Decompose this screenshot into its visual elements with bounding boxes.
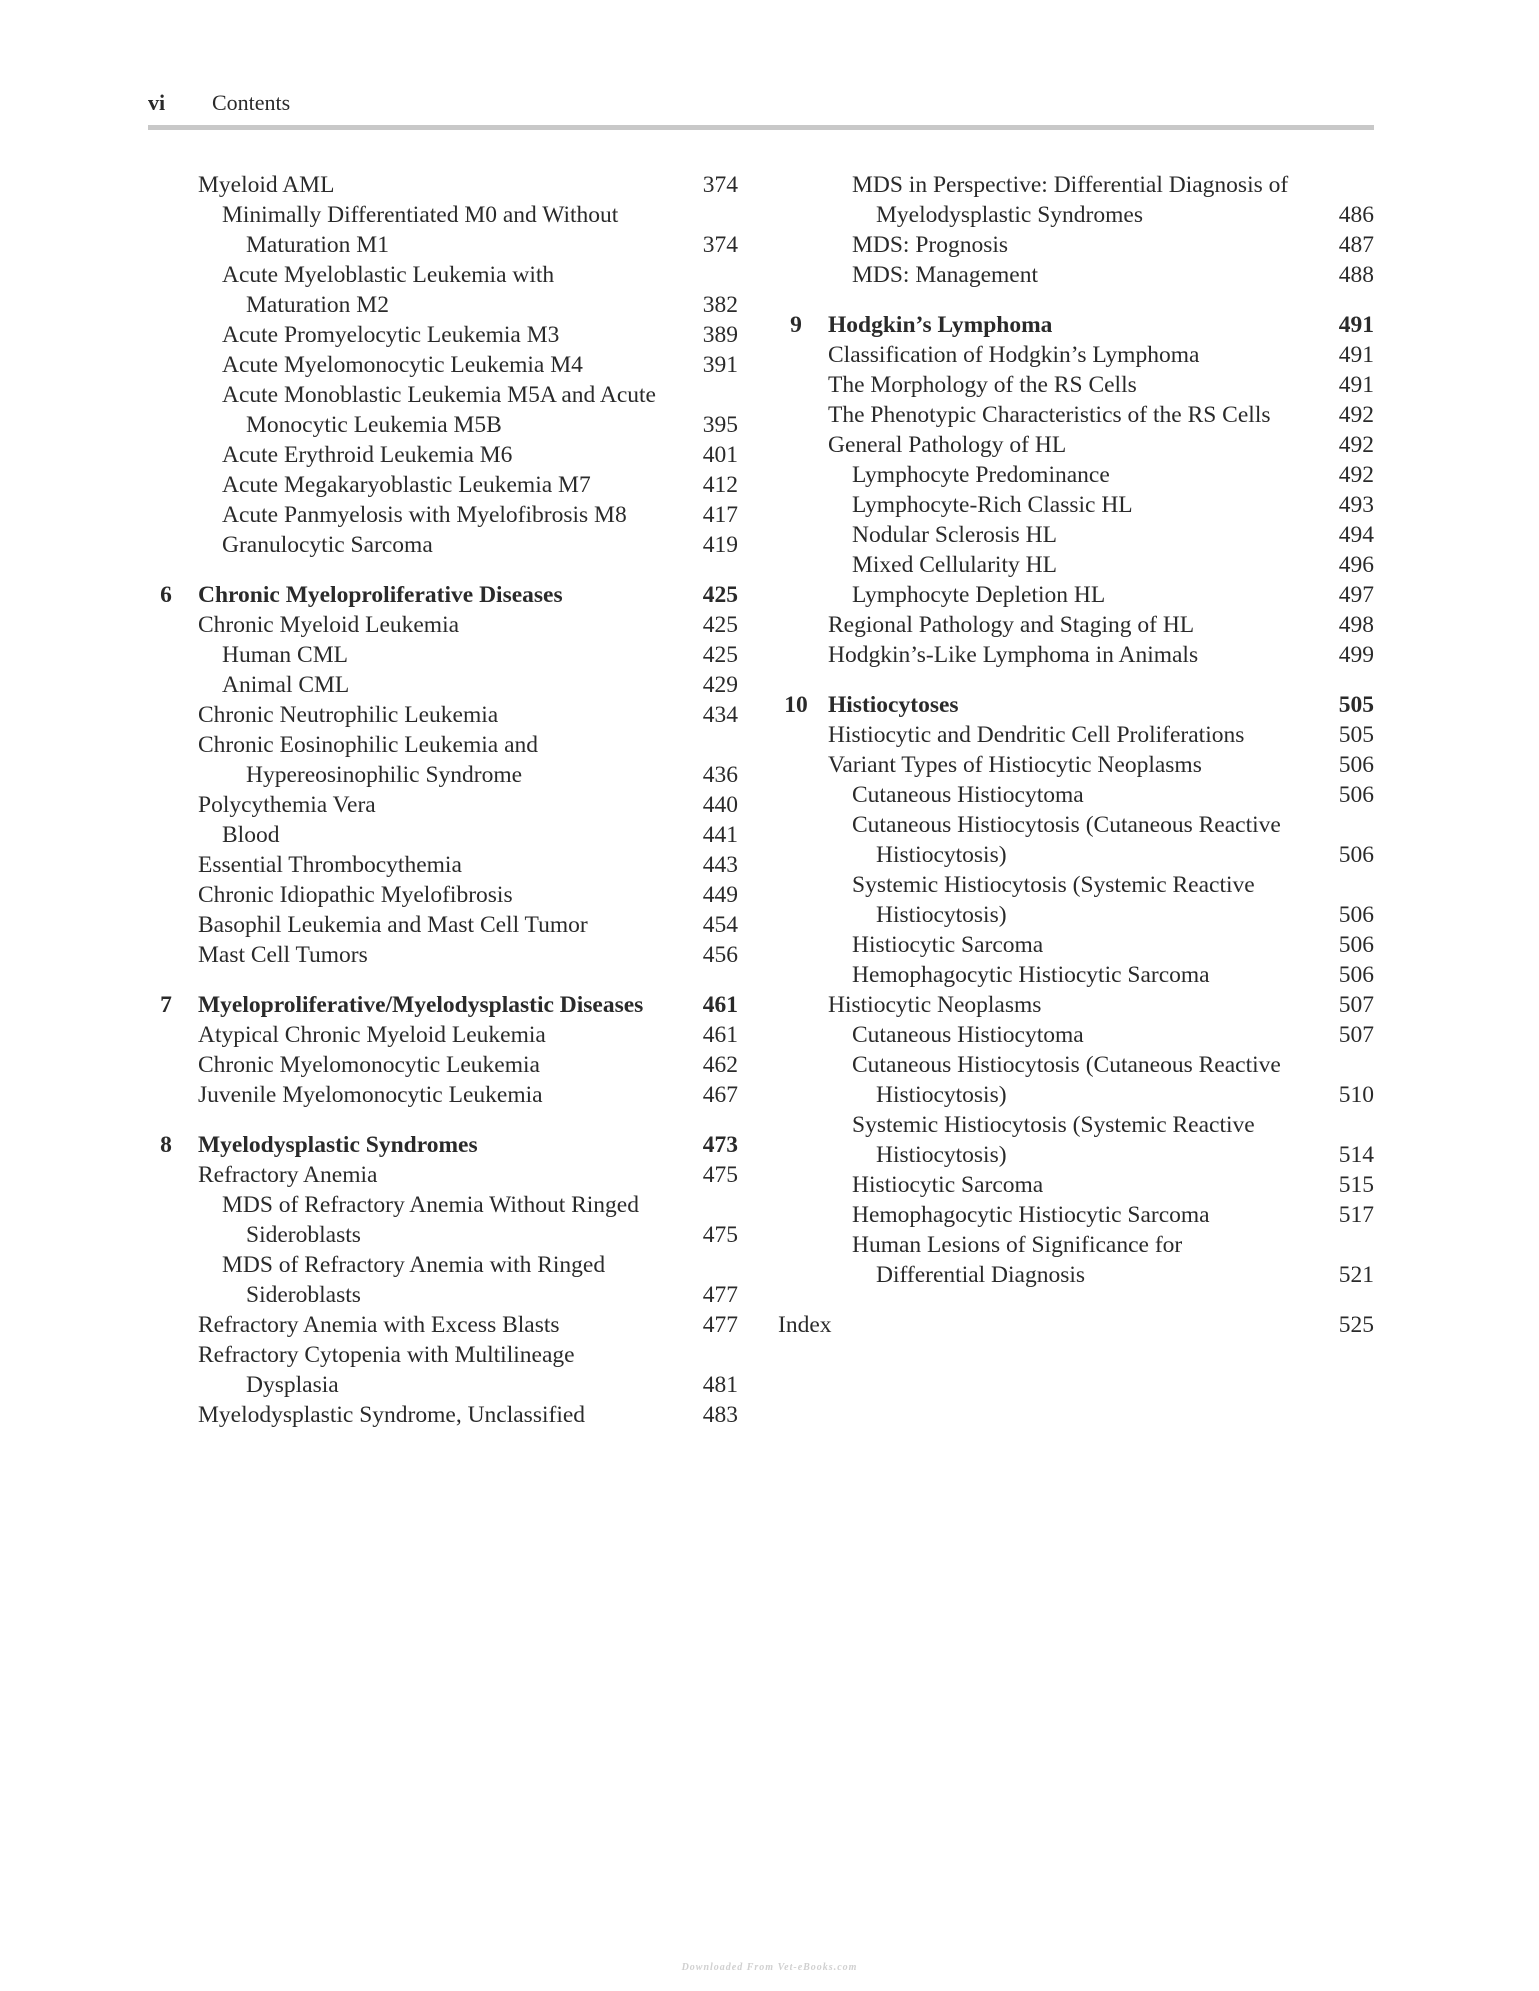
- entry-title: Human Lesions of Significance for Differential Diagnosis: [852, 1232, 1183, 1288]
- entry-title: Histiocytic Sarcoma: [852, 932, 1044, 958]
- toc-section-entry: [148, 850, 738, 880]
- page-number: 436: [702, 762, 738, 788]
- entry-title: Acute Myeloblastic Leukemia with Maturation M2: [222, 262, 555, 318]
- page-number: 492: [1338, 402, 1374, 428]
- toc-section-entry: [778, 370, 1374, 400]
- page-number: 461: [702, 1022, 738, 1048]
- entry-title: Myeloid AML: [198, 172, 335, 198]
- entry-title: Chronic Neutrophilic Leukemia: [198, 702, 499, 728]
- entry-title: Cutaneous Histiocytosis (Cutaneous Reactive Histiocytosis): [852, 812, 1281, 868]
- toc-chapter-entry: [778, 310, 1374, 340]
- toc-section-entry: [778, 990, 1374, 1020]
- page-number: 473: [702, 1132, 738, 1158]
- toc-chapter-entry: [778, 690, 1374, 720]
- page-number: 514: [1338, 1142, 1374, 1168]
- toc-subsection-entry: [148, 200, 738, 260]
- toc-chapter-entry: [148, 1130, 738, 1160]
- page-number: 506: [1338, 932, 1374, 958]
- toc-section-entry: [148, 730, 738, 790]
- toc-subsection-entry: [778, 1170, 1374, 1200]
- page-number: 462: [702, 1052, 738, 1078]
- toc-section-entry: [148, 170, 738, 200]
- toc-subsection-entry: [778, 780, 1374, 810]
- toc-subsection-entry: [778, 1200, 1374, 1230]
- entry-title: MDS: Prognosis: [852, 232, 1009, 258]
- entry-title: Chronic Myelomonocytic Leukemia: [198, 1052, 540, 1078]
- toc-subsection-entry: [778, 1110, 1374, 1170]
- toc-section-entry: [778, 610, 1374, 640]
- page-number: 417: [702, 502, 738, 528]
- toc-section-entry: [148, 1020, 738, 1050]
- page-number: 449: [702, 882, 738, 908]
- page-number: 389: [702, 322, 738, 348]
- page-number: 483: [702, 1402, 738, 1428]
- page-number: 525: [1338, 1312, 1374, 1338]
- toc-section-entry: [148, 1080, 738, 1110]
- toc-subsection-entry: [148, 260, 738, 320]
- page-number: 506: [1338, 842, 1374, 868]
- entry-title: Hodgkin’s-Like Lymphoma in Animals: [828, 642, 1199, 668]
- entry-title: Myeloproliferative/Myelodysplastic Diseases: [198, 992, 644, 1018]
- entry-title: Acute Erythroid Leukemia M6: [222, 442, 513, 468]
- entry-title: Chronic Myeloid Leukemia: [198, 612, 460, 638]
- toc-section-entry: [778, 400, 1374, 430]
- page-number: 491: [1338, 342, 1374, 368]
- chapter-number: 8: [160, 1132, 172, 1158]
- page-number: 499: [1338, 642, 1374, 668]
- entry-title: Histiocytic Neoplasms: [828, 992, 1042, 1018]
- entry-title: Systemic Histiocytosis (Systemic Reactive Histiocytosis): [852, 1112, 1255, 1168]
- page-number: 443: [702, 852, 738, 878]
- page-number: 494: [1338, 522, 1374, 548]
- entry-title: Juvenile Myelomonocytic Leukemia: [198, 1082, 543, 1108]
- toc-subsection-entry: [778, 170, 1374, 230]
- toc-subsection-entry: [148, 320, 738, 350]
- entry-title: Nodular Sclerosis HL: [852, 522, 1057, 548]
- entry-title: Cutaneous Histiocytoma: [852, 1022, 1084, 1048]
- page-number: 395: [702, 412, 738, 438]
- entry-title: Animal CML: [222, 672, 350, 698]
- page-number: 517: [1338, 1202, 1374, 1228]
- entry-title: Minimally Differentiated M0 and Without Maturation M1: [222, 202, 619, 258]
- entry-title: Atypical Chronic Myeloid Leukemia: [198, 1022, 546, 1048]
- page-number: 429: [702, 672, 738, 698]
- toc-section-entry: [148, 940, 738, 970]
- page-number: 461: [702, 992, 738, 1018]
- toc-section-entry: [148, 790, 738, 820]
- entry-title: Lymphocyte-Rich Classic HL: [852, 492, 1133, 518]
- page-number: 507: [1338, 1022, 1374, 1048]
- entry-title: Chronic Eosinophilic Leukemia and Hypereosinophilic Syndrome: [198, 732, 539, 788]
- entry-title: Acute Promyelocytic Leukemia M3: [222, 322, 560, 348]
- page-number: 456: [702, 942, 738, 968]
- entry-title: Essential Thrombocythemia: [198, 852, 462, 878]
- toc-section-entry: [148, 910, 738, 940]
- entry-title: Refractory Anemia: [198, 1162, 378, 1188]
- page-number: 491: [1338, 312, 1374, 338]
- page-number: 401: [702, 442, 738, 468]
- entry-title: Classification of Hodgkin’s Lymphoma: [828, 342, 1200, 368]
- toc-subsection-entry: [778, 1230, 1374, 1290]
- toc-section-entry: [778, 430, 1374, 460]
- toc-subsection-entry: [778, 520, 1374, 550]
- header-rule: [148, 125, 1374, 130]
- page-number: 374: [702, 172, 738, 198]
- page-number: 492: [1338, 432, 1374, 458]
- toc-left-column: [148, 170, 738, 1430]
- entry-title: Hemophagocytic Histiocytic Sarcoma: [852, 1202, 1210, 1228]
- entry-title: Chronic Myeloproliferative Diseases: [198, 582, 563, 608]
- chapter-number: 6: [160, 582, 172, 608]
- page-number: 498: [1338, 612, 1374, 638]
- entry-title: Polycythemia Vera: [198, 792, 376, 818]
- toc-subsection-entry: [778, 460, 1374, 490]
- page-number: 521: [1338, 1262, 1374, 1288]
- toc-section-entry: [778, 750, 1374, 780]
- entry-title: Lymphocyte Predominance: [852, 462, 1110, 488]
- entry-title: Histiocytoses: [828, 692, 959, 718]
- toc-subsection-entry: [148, 380, 738, 440]
- entry-title: MDS of Refractory Anemia Without Ringed Sideroblasts: [222, 1192, 639, 1248]
- page-number: 505: [1338, 692, 1374, 718]
- toc-section-entry: [778, 720, 1374, 750]
- page-number: 507: [1338, 992, 1374, 1018]
- toc-subsection-entry: [778, 230, 1374, 260]
- entry-title: Histiocytic Sarcoma: [852, 1172, 1044, 1198]
- chapter-number: 9: [790, 312, 802, 338]
- page-number: 440: [702, 792, 738, 818]
- entry-title: Acute Megakaryoblastic Leukemia M7: [222, 472, 591, 498]
- entry-title: MDS in Perspective: Differential Diagnosis of Myelodysplastic Syndromes: [852, 172, 1289, 228]
- entry-title: Refractory Cytopenia with Multilineage Dysplasia: [198, 1342, 575, 1398]
- page-number: 477: [702, 1312, 738, 1338]
- toc-subsection-entry: [778, 810, 1374, 870]
- running-title: Contents: [212, 90, 291, 115]
- entry-title: The Phenotypic Characteristics of the RS Cells: [828, 402, 1271, 428]
- toc-subsection-entry: [778, 870, 1374, 930]
- chapter-number: 7: [160, 992, 172, 1018]
- toc-section-entry: [148, 1400, 738, 1430]
- entry-title: Variant Types of Histiocytic Neoplasms: [828, 752, 1202, 778]
- entry-title: Histiocytic and Dendritic Cell Proliferations: [828, 722, 1245, 748]
- toc-subsection-entry: [778, 580, 1374, 610]
- page-number: 425: [702, 582, 738, 608]
- toc-index-entry: [778, 1310, 1374, 1340]
- toc-subsection-entry: [778, 550, 1374, 580]
- watermark: Downloaded From Vet-eBooks.com: [681, 1962, 858, 1973]
- toc-section-entry: [778, 340, 1374, 370]
- entry-title: Acute Myelomonocytic Leukemia M4: [222, 352, 583, 378]
- toc-subsection-entry: [778, 490, 1374, 520]
- page-number: 382: [702, 292, 738, 318]
- toc-subsection-entry: [148, 440, 738, 470]
- entry-title: Myelodysplastic Syndrome, Unclassified: [198, 1402, 586, 1428]
- entry-title: Hemophagocytic Histiocytic Sarcoma: [852, 962, 1210, 988]
- entry-title: Acute Monoblastic Leukemia M5A and Acute Monocytic Leukemia M5B: [222, 382, 656, 438]
- entry-title: Basophil Leukemia and Mast Cell Tumor: [198, 912, 588, 938]
- page-number: 475: [702, 1162, 738, 1188]
- page-number: 425: [702, 612, 738, 638]
- entry-title: MDS: Management: [852, 262, 1039, 288]
- page-number: 515: [1338, 1172, 1374, 1198]
- toc-subsection-entry: [778, 260, 1374, 290]
- toc-subsection-entry: [778, 960, 1374, 990]
- toc-section-entry: [148, 610, 738, 640]
- entry-title: Mixed Cellularity HL: [852, 552, 1057, 578]
- page-number: 506: [1338, 902, 1374, 928]
- entry-title: Cutaneous Histiocytosis (Cutaneous Reactive Histiocytosis): [852, 1052, 1281, 1108]
- page-folio: vi: [148, 90, 166, 115]
- entry-title: Acute Panmyelosis with Myelofibrosis M8: [222, 502, 627, 528]
- toc-subsection-entry: [148, 820, 738, 850]
- entry-title: Lymphocyte Depletion HL: [852, 582, 1106, 608]
- entry-title: Human CML: [222, 642, 348, 668]
- page-number: 505: [1338, 722, 1374, 748]
- toc-chapter-entry: [148, 580, 738, 610]
- page-number: 481: [702, 1372, 738, 1398]
- entry-title: Granulocytic Sarcoma: [222, 532, 433, 558]
- page-number: 391: [702, 352, 738, 378]
- chapter-number: 10: [784, 692, 808, 718]
- page-number: 496: [1338, 552, 1374, 578]
- page-number: 506: [1338, 752, 1374, 778]
- toc-subsection-entry: [148, 350, 738, 380]
- toc-right-column: [778, 170, 1374, 1340]
- page-number: 374: [702, 232, 738, 258]
- entry-title: Blood: [222, 822, 280, 848]
- toc-subsection-entry: [148, 1250, 738, 1310]
- toc-section-entry: [148, 1310, 738, 1340]
- page-number: 425: [702, 642, 738, 668]
- page-number: 510: [1338, 1082, 1374, 1108]
- entry-title: Myelodysplastic Syndromes: [198, 1132, 478, 1158]
- toc-subsection-entry: [148, 1190, 738, 1250]
- entry-title: Mast Cell Tumors: [198, 942, 368, 968]
- page-number: 467: [702, 1082, 738, 1108]
- toc-subsection-entry: [148, 670, 738, 700]
- toc-section-entry: [148, 1050, 738, 1080]
- toc-subsection-entry: [778, 1020, 1374, 1050]
- toc-section-entry: [148, 880, 738, 910]
- page-number: 497: [1338, 582, 1374, 608]
- toc-subsection-entry: [148, 640, 738, 670]
- toc-section-entry: [778, 640, 1374, 670]
- toc-subsection-entry: [148, 470, 738, 500]
- page-number: 441: [702, 822, 738, 848]
- entry-title: Cutaneous Histiocytoma: [852, 782, 1084, 808]
- page-number: 412: [702, 472, 738, 498]
- entry-title: Regional Pathology and Staging of HL: [828, 612, 1195, 638]
- page-number: 488: [1338, 262, 1374, 288]
- entry-title: MDS of Refractory Anemia with Ringed Sideroblasts: [222, 1252, 606, 1308]
- toc-subsection-entry: [148, 530, 738, 560]
- toc-section-entry: [148, 1340, 738, 1400]
- entry-title: The Morphology of the RS Cells: [828, 372, 1137, 398]
- toc-subsection-entry: [148, 500, 738, 530]
- page-number: 493: [1338, 492, 1374, 518]
- entry-title: Systemic Histiocytosis (Systemic Reactive Histiocytosis): [852, 872, 1255, 928]
- page-number: 486: [1338, 202, 1374, 228]
- toc-subsection-entry: [778, 930, 1374, 960]
- page-number: 477: [702, 1282, 738, 1308]
- running-header: [148, 90, 1374, 126]
- page-number: 506: [1338, 782, 1374, 808]
- entry-title: Index: [778, 1312, 832, 1338]
- page-number: 487: [1338, 232, 1374, 258]
- entry-title: Hodgkin’s Lymphoma: [828, 312, 1053, 338]
- toc-section-entry: [148, 700, 738, 730]
- entry-title: Chronic Idiopathic Myelofibrosis: [198, 882, 513, 908]
- page-number: 491: [1338, 372, 1374, 398]
- page-number: 419: [702, 532, 738, 558]
- toc-section-entry: [148, 1160, 738, 1190]
- page-number: 475: [702, 1222, 738, 1248]
- page-number: 506: [1338, 962, 1374, 988]
- page-number: 454: [702, 912, 738, 938]
- entry-title: Refractory Anemia with Excess Blasts: [198, 1312, 560, 1338]
- page-number: 492: [1338, 462, 1374, 488]
- page-number: 434: [702, 702, 738, 728]
- toc-chapter-entry: [148, 990, 738, 1020]
- toc-subsection-entry: [778, 1050, 1374, 1110]
- entry-title: General Pathology of HL: [828, 432, 1067, 458]
